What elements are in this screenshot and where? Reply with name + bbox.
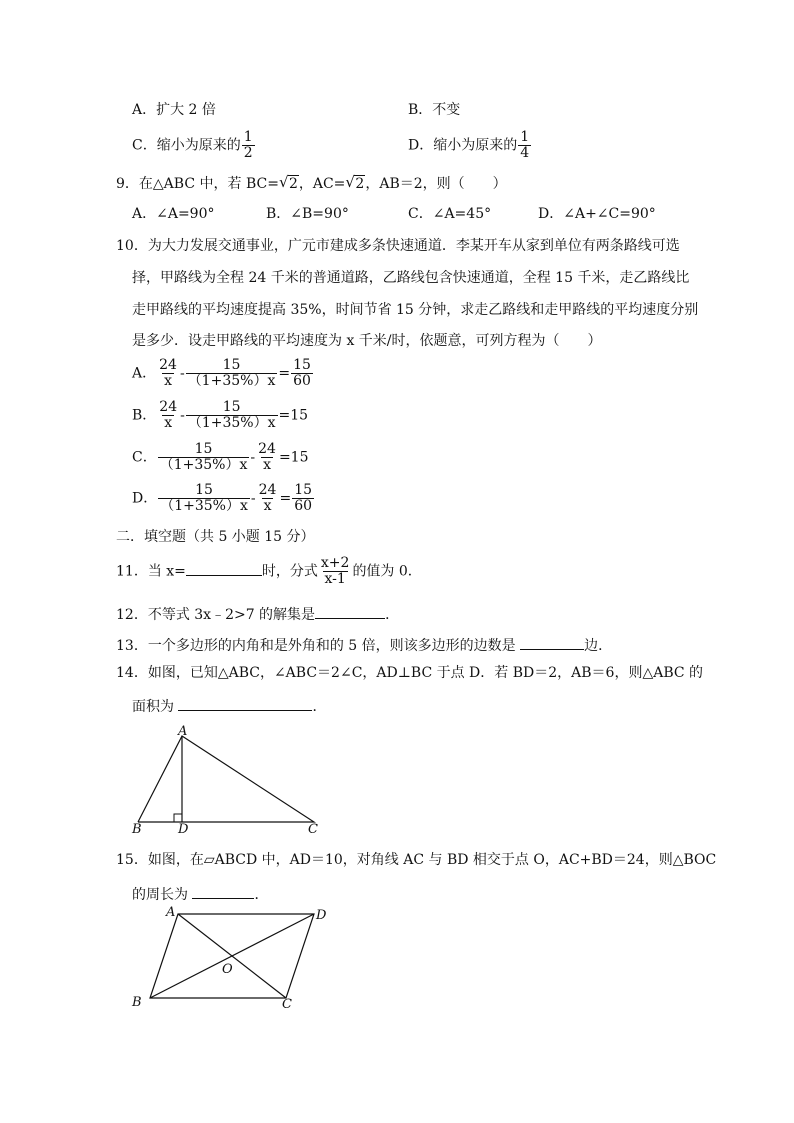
q8-option-a: A．扩大 2 倍: [132, 102, 216, 118]
q13-post: 边．: [584, 638, 613, 654]
q13-pre: 13．一个多边形的内角和是外角和的 5 倍，则该多边形的边数是: [116, 638, 521, 654]
triangle-abc: [138, 736, 314, 822]
fraction-numerator: 15: [293, 357, 311, 373]
vertex-label-b: B: [132, 995, 142, 1010]
diagonal-bd: [150, 914, 314, 998]
option-label: A．: [132, 365, 157, 382]
q10-line-1: 10．为大力发展交通事业，广元市建成多条快速通道．李某开车从家到单位有两条路线可选: [116, 238, 680, 254]
q10-option-c: [132, 442, 308, 473]
fraction-denominator: 2: [243, 145, 253, 161]
fraction-numerator: 24: [159, 357, 177, 373]
fraction-numerator: 24: [258, 482, 277, 498]
fraction-denominator: （1+35%）x: [187, 373, 276, 389]
fraction-numerator: 15: [195, 482, 213, 498]
sqrt-expression: √ 2: [278, 173, 298, 192]
fraction-denominator: 60: [293, 373, 311, 389]
q12-pre: 12．不等式 3x﹣2>7 的解集是: [116, 607, 316, 623]
fraction: [158, 442, 250, 473]
q15-line-2: [132, 884, 268, 903]
answer-blank[interactable]: [192, 884, 254, 899]
right-angle-mark: [174, 814, 182, 822]
q15-line-2-pre: 的周长为: [132, 887, 193, 903]
q15-line-1: 15．如图，在▱ABCD 中，AD＝10，对角线 AC 与 BD 相交于点 O，AC+BD＝24，则△BOC: [116, 852, 717, 868]
q14-line-2-post: ．: [312, 699, 327, 715]
q9-option-a: A．∠A=90°: [132, 206, 215, 222]
q8-option-d: [408, 130, 532, 161]
q12-post: ．: [385, 607, 400, 623]
answer-blank[interactable]: [520, 635, 584, 650]
fraction-denominator: （1+35%）x: [160, 498, 248, 514]
fraction: [257, 483, 279, 514]
q15-line-2-post: ．: [254, 887, 269, 903]
fraction-denominator: x: [164, 373, 172, 389]
fraction: [157, 400, 179, 431]
fraction-denominator: （1+35%）x: [159, 457, 248, 473]
fraction-numerator: 24: [258, 441, 276, 457]
q8-option-d-fraction: [518, 130, 531, 161]
q14-line-1: 14．如图，已知△ABC，∠ABC＝2∠C，AD⊥BC 于点 D．若 BD＝2，AB＝6，则△ABC 的: [116, 665, 704, 681]
q8-option-b: B．不变: [408, 102, 461, 118]
fraction: [256, 442, 278, 473]
fraction-numerator: 15: [194, 441, 213, 457]
section-heading: 二．填空题（共 5 小题 15 分）: [116, 529, 315, 545]
q8-option-c: [132, 130, 256, 161]
fraction-numerator: x+2: [320, 555, 350, 571]
fraction-denominator: 60: [294, 498, 313, 514]
q8-option-c-fraction: [242, 130, 255, 161]
q8-option-d-text: D．缩小为原来的: [408, 137, 518, 154]
vertex-label-a: A: [166, 905, 176, 920]
fraction-denominator: x: [263, 457, 271, 473]
answer-blank[interactable]: [186, 561, 262, 576]
operator: -: [250, 490, 256, 507]
q13: [116, 635, 612, 654]
vertex-label-o: O: [222, 962, 233, 977]
fraction: [157, 358, 179, 389]
vertex-label-c: C: [308, 822, 318, 836]
fraction: [319, 556, 352, 587]
fraction: [291, 358, 313, 389]
q11-pre: 11．当 x=: [116, 563, 186, 580]
q10-line-3: 走甲路线的平均速度提高 35%，时间节省 15 分钟，求走乙路线和走甲路线的平均速度分别: [132, 302, 699, 318]
vertex-label-d: D: [316, 908, 327, 923]
q14-line-2: [132, 696, 326, 715]
answer-blank[interactable]: [315, 604, 385, 619]
q10-option-d: [132, 483, 315, 514]
q10-option-b: [132, 400, 308, 431]
fraction-numerator: 1: [520, 129, 530, 145]
q10-line-2: 择，甲路线为全程 24 千米的普通道路，乙路线包含快速通道，全程 15 千米，走乙路线比: [132, 270, 690, 286]
operator: -: [179, 365, 185, 382]
q15-parallelogram-figure: [128, 902, 338, 1012]
fraction-numerator: 24: [159, 399, 178, 415]
q12: [116, 604, 399, 623]
operator: -: [180, 407, 185, 424]
equation-rhs: =15: [278, 407, 309, 424]
fraction: [186, 400, 278, 431]
fraction-denominator: x: [164, 415, 173, 431]
q14-line-2-pre: 面积为: [132, 699, 179, 715]
sqrt-expression: √ 2: [345, 173, 365, 192]
operator: -: [250, 449, 256, 466]
q8-option-c-text: C．缩小为原来的: [132, 137, 241, 154]
fraction-numerator: 15: [222, 399, 241, 415]
vertex-label-c: C: [282, 997, 292, 1012]
fraction-numerator: 15: [222, 357, 241, 373]
equals-sign: =: [278, 365, 291, 382]
fraction-denominator: （1+35%）x: [187, 415, 276, 431]
fraction-denominator: x: [263, 498, 272, 514]
option-label: B．: [132, 407, 157, 424]
q14-triangle-figure: [128, 724, 328, 836]
fraction-denominator: 4: [520, 145, 530, 161]
q9-stem-mid: ，AC=: [298, 176, 346, 192]
fraction-numerator: 1: [243, 129, 253, 145]
q9-option-c: C．∠A=45°: [408, 206, 492, 222]
q9-stem-post: ，AB＝2，则（ ）: [365, 176, 507, 192]
sqrt-radicand: 2: [355, 176, 365, 192]
option-label: C．: [132, 449, 157, 466]
vertex-label-b: B: [132, 822, 142, 836]
equation-rhs: =15: [278, 449, 309, 466]
fraction: [292, 483, 314, 514]
fraction: [186, 358, 278, 389]
vertex-label-d: D: [178, 822, 189, 836]
q9-stem: [116, 173, 507, 192]
q10-option-a: [132, 358, 314, 389]
fraction-numerator: 15: [294, 482, 313, 498]
q11: [116, 556, 422, 587]
sqrt-radicand: 2: [288, 176, 298, 192]
option-label: D．: [132, 490, 158, 507]
vertex-label-a: A: [178, 724, 188, 739]
q10-line-4: 是多少．设走甲路线的平均速度为 x 千米/时，依题意，可列方程为（ ）: [132, 333, 602, 349]
equals-sign: =: [279, 490, 292, 507]
q9-option-b: B．∠B=90°: [266, 206, 349, 222]
fraction: [158, 483, 250, 514]
q11-mid: 时，分式: [261, 563, 318, 580]
q11-post: 的值为 0．: [352, 563, 422, 580]
q9-option-d: D．∠A+∠C=90°: [538, 206, 656, 222]
fraction-denominator: x-1: [324, 571, 346, 587]
answer-blank[interactable]: [178, 696, 312, 711]
q9-stem-pre: 9．在△ABC 中，若 BC=: [116, 176, 279, 192]
